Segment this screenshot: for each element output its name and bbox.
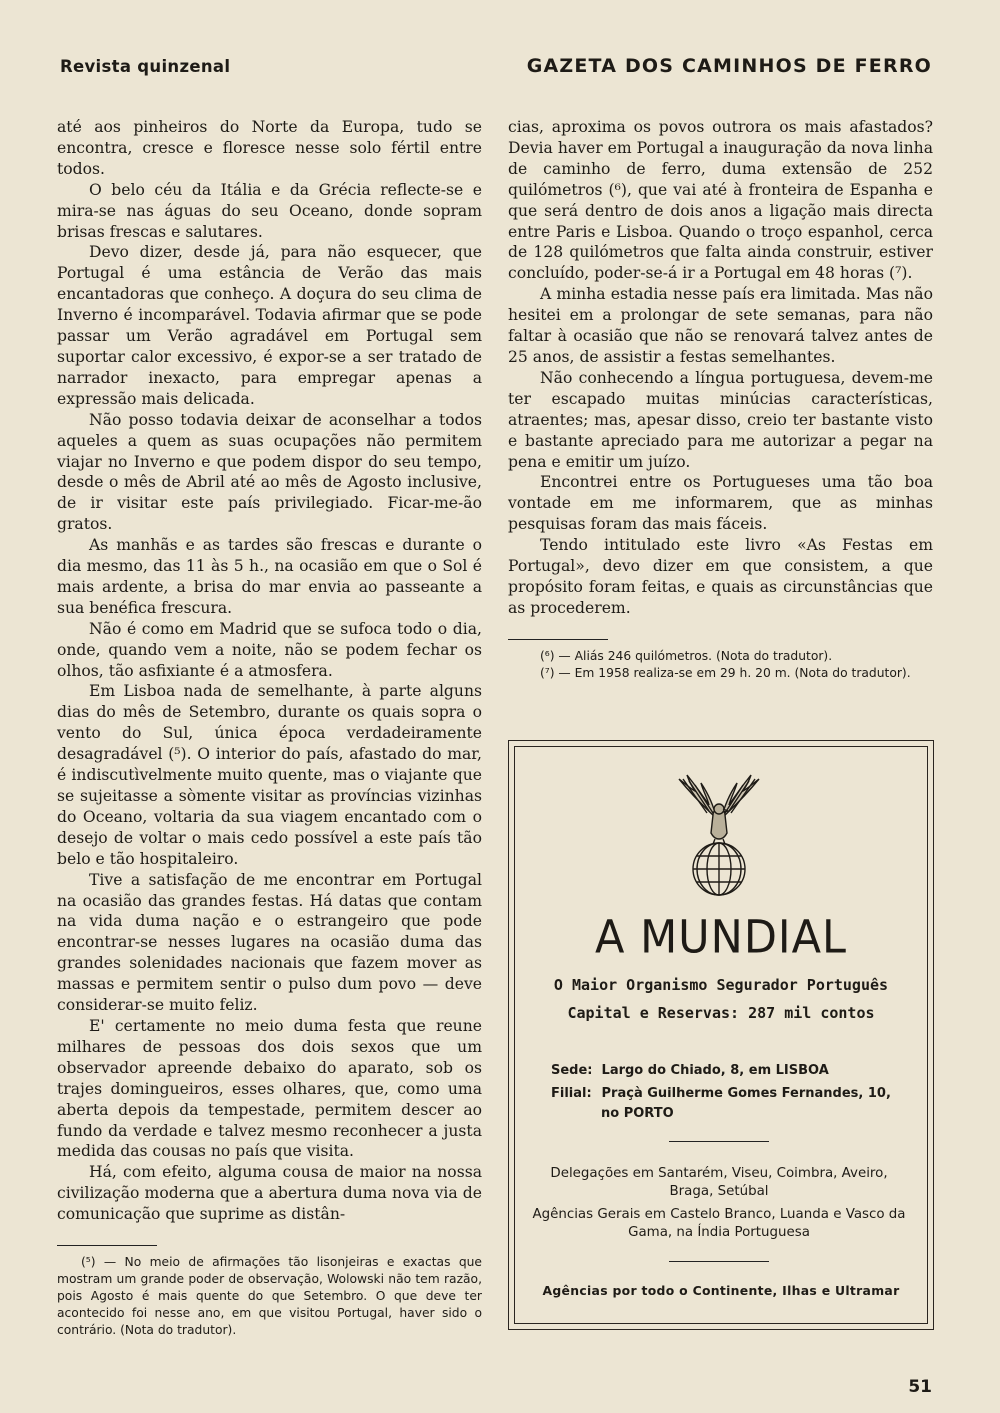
footnote-5: (⁵) — No meio de afirmações tão lisonjeiras e exactas que mostram um grande poder de observação, Wolowski não tem razão, pois Agosto é mais quente do que Setembro. O que deve ter acontecido foi nesse ano, em que visitou Portugal, haver sido o contrário. (Nota do tradutor). — [57, 1255, 482, 1337]
ad-delegacoes: Delegações em Santarém, Viseu, Coimbra, Aveiro, Braga, Setúbal — [550, 1166, 888, 1199]
ad-filial-line2: no PORTO — [601, 1106, 674, 1121]
paragraph: Em Lisboa nada de semelhante, à parte alguns dias do mês de Setembro, durante os quais sopra o vento do Sul, única época verdadeiramente desagradável (⁵). O interior do país, afastado do mar, é indiscutìvelmente muito quente, mas o viajante que se sujeitasse a sòmente visitar as províncias vizinhas do Oceano, voltaria da sua viagem encantado com o desejo de voltar o mais cedo possível a este país tão belo e tão hospitaleiro. — [57, 682, 482, 868]
page-number: 51 — [908, 1377, 932, 1397]
ad-filial — [551, 1084, 913, 1124]
paragraph: Encontrei entre os Portugueses uma tão boa vontade em me informarem, que as minhas pesquisas foram das mais fáceis. — [508, 473, 933, 534]
paragraph: Há, com efeito, alguma cousa de maior na nossa civilização moderna que a abertura duma nova via de comunicação que suprime as distân- — [57, 1163, 482, 1224]
left-column — [57, 117, 482, 1225]
ad-divider — [669, 1261, 769, 1262]
paragraph: cias, aproxima os povos outrora os mais afastados? Devia haver em Portugal a inauguração da nova linha de caminho de ferro, duma extensão de 252 quilómetros (⁶), que vai até à fronteira de Espanha e que será dentro de dois anos a ligação mais directa entre Paris e Lisboa. Quando o troço espanhol, cerca de 128 quilómetros que falta ainda construir, estiver concluído, poder-se-á ir a Portugal em 48 horas (⁷). — [508, 118, 933, 283]
advertisement-box — [508, 740, 934, 1330]
footnote-7: (⁷) — Em 1958 realiza-se em 29 h. 20 m. (Nota do tradutor). — [540, 665, 911, 680]
header-left: Revista quinzenal — [60, 57, 231, 76]
paragraph: Não é como em Madrid que se sufoca todo o dia, onde, quando vem a noite, não se podem fechar os olhos, tão asfixiante é a atmosfera. — [57, 619, 482, 680]
footnote-rule — [508, 639, 608, 640]
ad-agencias-gerais: Agências Gerais em Castelo Branco, Luanda e Vasco da Gama, na Índia Portuguesa — [532, 1207, 906, 1240]
ad-brand: A MUNDIAL — [595, 911, 847, 965]
paragraph: As manhãs e as tardes são frescas e durante o dia mesmo, das 11 às 5 h., na ocasião em que o Sol é mais ardente, a brisa do mar envia ao passeante a sua benéfica frescura. — [57, 536, 482, 617]
ad-sede-label: Sede: — [551, 1063, 593, 1078]
ad-sede — [551, 1061, 913, 1081]
footnote-rule — [57, 1245, 157, 1246]
ad-capital: Capital e Reservas: 287 mil contos — [567, 1004, 875, 1022]
paragraph: Tendo intitulado este livro «As Festas em Portugal», devo dizer em que consistem, a que propósito foram feitas, e quais as circunstâncias que as procederem. — [508, 536, 933, 617]
paragraph: E' certamente no meio duma festa que reune milhares de pessoas dos dois sexos que um observador apreende debaixo do aparato, sob os trajes domingueiros, esses olhares, que, como uma aberta depois da tempestade, permitem descer ao fundo da verdade e talvez mesmo reconhecer a justa medida das cousas no país que visita. — [57, 1016, 482, 1161]
left-footnotes — [57, 1245, 482, 1346]
paragraph: Não posso todavia deixar de aconselhar a todos aqueles a quem as suas ocupações não permitem viajar no Inverno e que podem dispor do seu tempo, desde o mês de Abril até ao mês de Agosto inclusive, de ir visitar este país privilegiado. Ficar-me-ão gratos. — [57, 410, 482, 534]
ad-filial-line1: Praçà Guilherme Gomes Fernandes, 10, — [601, 1086, 891, 1101]
eagle-on-globe-icon — [669, 771, 769, 901]
paragraph: até aos pinheiros do Norte da Europa, tudo se encontra, cresce e floresce nesse solo fértil entre todos. — [57, 118, 482, 178]
header-right: GAZETA DOS CAMINHOS DE FERRO — [526, 55, 932, 77]
paragraph: O belo céu da Itália e da Grécia reflecte-se e mira-se nas águas do seu Oceano, donde sopram brisas frescas e salutares. — [57, 180, 482, 241]
paragraph: Tive a satisfação de me encontrar em Portugal na ocasião das grandes festas. Há datas que contam na vida duma nação e o estrangeiro que pode encontrar-se nesses lugares na ocasião duma das grandes solenidades nacionais que fazem mover as massas e permitem sentir o pulso dum povo — deve considerar-se muito feliz. — [57, 870, 482, 1015]
ad-slogan: O Maior Organismo Segurador Português — [553, 976, 889, 994]
ad-filial-label: Filial: — [551, 1086, 592, 1101]
footnote-6: (⁶) — Aliás 246 quilómetros. (Nota do tradutor). — [540, 648, 833, 663]
ad-sede-value: Largo do Chiado, 8, em LISBOA — [601, 1063, 829, 1078]
right-column — [508, 117, 933, 682]
paragraph: Não conhecendo a língua portuguesa, devem-me ter escapado muitas minúcias características, atraentes; mas, apesar disso, creio ter bastante visto e bastante apreciado para me autorizar a pegar na pena e emitir um juízo. — [508, 368, 933, 471]
paragraph: A minha estadia nesse país era limitada. Mas não hesitei em a prolongar de sete semanas, para não faltar à ocasião que não se renovará talvez antes de 25 anos, de assistir a festas semelhantes. — [508, 285, 933, 366]
paragraph: Devo dizer, desde já, para não esquecer, que Portugal é uma estância de Verão das mais encantadoras que conheço. A doçura do seu clima de Inverno é incomparável. Todavia afirmar que se pode passar um Verão agradável em Portugal sem suportar calor excessivo, é expor-se a ser tratado de narrador inexacto, para empregar apenas a expressão mais delicada. — [57, 243, 482, 408]
ad-divider — [669, 1141, 769, 1142]
ad-agencias: Agências por todo o Continente, Ilhas e Ultramar — [542, 1283, 900, 1298]
